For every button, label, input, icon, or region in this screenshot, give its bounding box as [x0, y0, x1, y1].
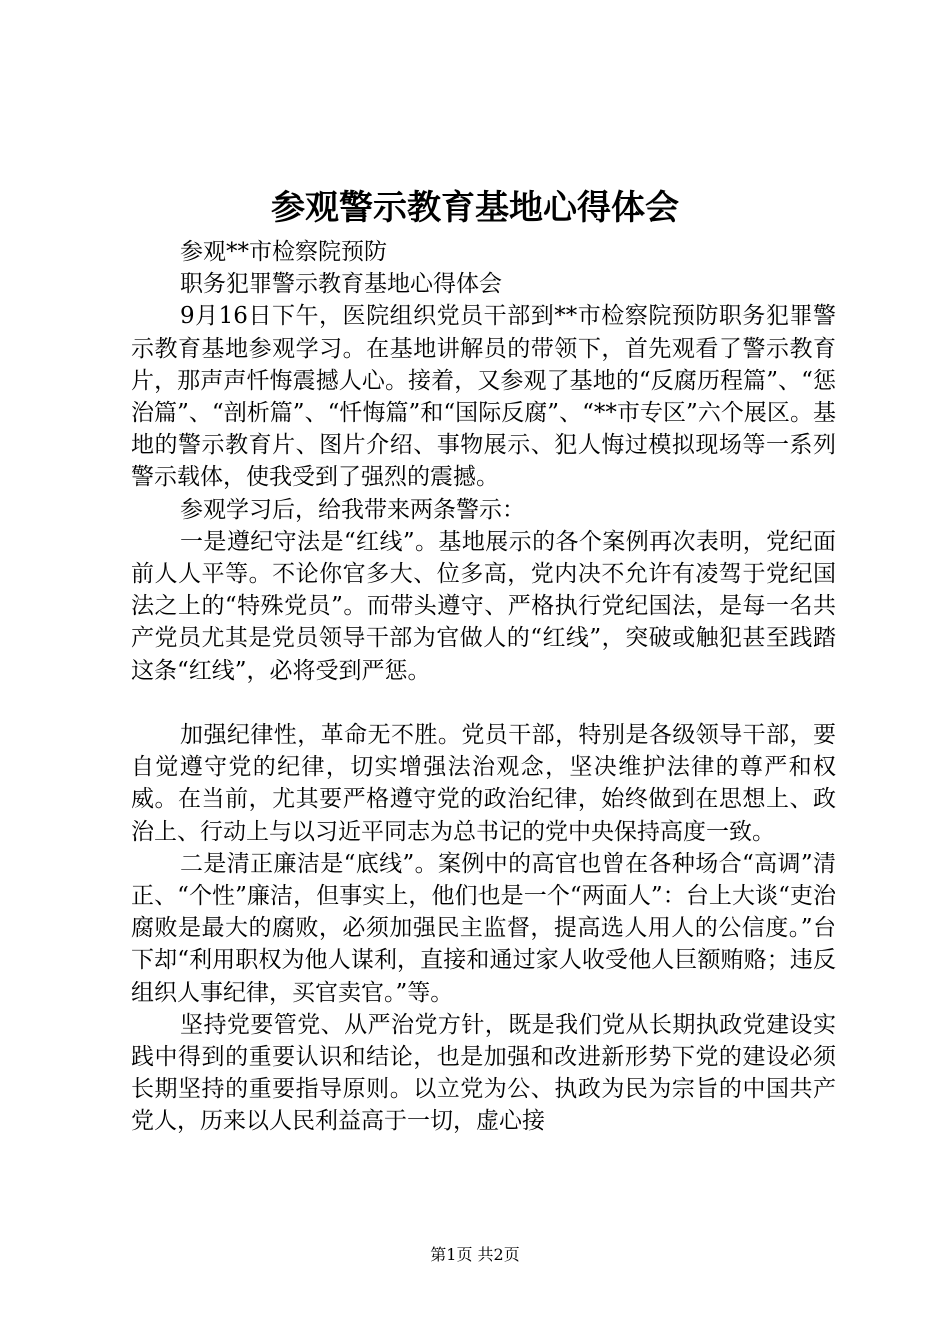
paragraph-subtitle-1: 参观**市检察院预防 — [180, 239, 387, 265]
paragraph-visit: 9月16日下午，医院组织党员干部到**市检察院预防职务犯罪警示教育基地参观学习。在基地讲解员的带领下，首先观看了警示教育片，那声声忏悔震撼人心。接着，又参观了基地的“反腐历程篇”、“惩治篇”、“剖析篇”、“忏悔篇”和“国际反腐”、“**市专区”六个展区。基地的警示教育片、图片介绍、事物展示、犯人悔过模拟现场等一系列警示载体，使我受到了强烈的震撼。 — [131, 303, 836, 491]
paragraph-red-line: 一是遵纪守法是“红线”。基地展示的各个案例再次表明，党纪面前人人平等。不论你官多大、位多高，党内决不允许有凌驾于党纪国法之上的“特殊党员”。而带头遵守、严格执行党纪国法，是每一名共产党员尤其是党员领导干部为官做人的“红线”，突破或触犯甚至践踏这条“红线”，必将受到严惩。 — [131, 528, 836, 684]
page-number: 第1页 共2页 — [430, 1245, 520, 1264]
paragraph-party-governance: 坚持党要管党、从严治党方针，既是我们党从长期执政党建设实践中得到的重要认识和结论，也是加强和改进新形势下党的建设必须长期坚持的重要指导原则。以立党为公、执政为民为宗旨的中国共产党人，历来以人民利益高于一切，虚心接 — [131, 1011, 836, 1135]
paragraph-discipline: 加强纪律性，革命无不胜。党员干部，特别是各级领导干部，要自觉遵守党的纪律，切实增强法治观念，坚决维护法律的尊严和权威。在当前，尤其要严格遵守党的政治纪律，始终做到在思想上、政治上、行动上与以习近平同志为总书记的党中央保持高度一致。 — [131, 722, 836, 845]
document-title: 参观警示教育基地心得体会 — [271, 188, 679, 228]
paragraph-subtitle-2: 职务犯罪警示教育基地心得体会 — [180, 271, 502, 298]
document-body — [131, 236, 836, 1138]
paragraph-bottom-line: 二是清正廉洁是“底线”。案例中的高官也曾在各种场合“高调”清正、“个性”廉洁，但事实上，他们也是一个“两面人”：台上大谈“吏治腐败是最大的腐败，必须加强民主监督，提高选人用人的公信度。”台下却“利用职权为他人谋利，直接和通过家人收受他人巨额贿赂；违反组织人事纪律，买官卖官。”等。 — [131, 850, 836, 1006]
paragraph-two-warnings: 参观学习后，给我带来两条警示： — [180, 496, 525, 523]
paragraph-gap — [131, 687, 836, 719]
